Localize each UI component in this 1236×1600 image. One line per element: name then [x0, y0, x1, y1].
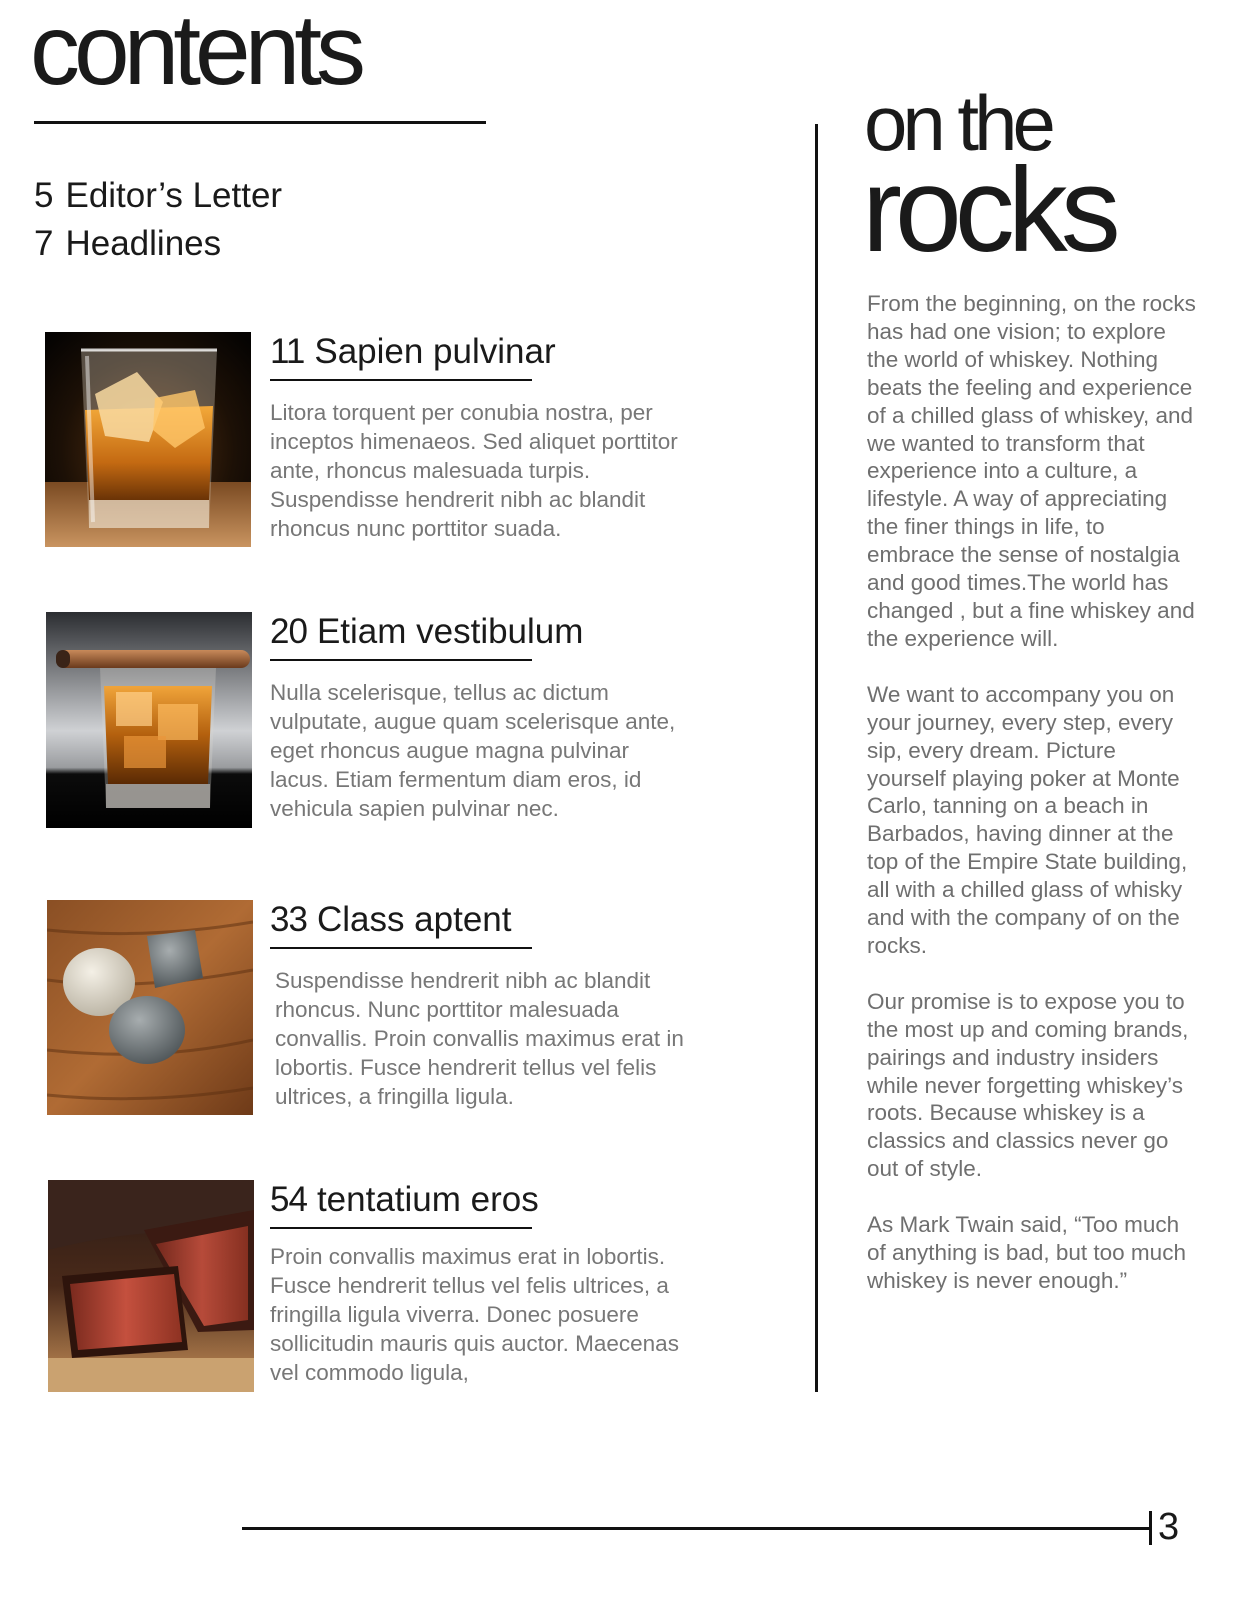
editorial-paragraph: From the beginning, on the rocks has had one vision; to explore the world of whiskey. Nothing beats the feeling and experience of a chilled glass of whiskey, and we wanted to transform that experience into a culture, a lifestyle. A way of appreciating the finer things in life, to embrace the sense of nostalgia and good times.The world has changed , but a fine whiskey and the experience will. [867, 291, 1196, 651]
article-heading[interactable] [270, 612, 583, 652]
whiskey-glass-image [45, 332, 251, 547]
article-summary: Litora torquent per conubia nostra, per inceptos himenaeos. Sed aliquet porttitor ante, rhoncus malesuada turpis. Suspendisse hendrerit nibh ac blandit rhoncus nunc porttitor suada. [270, 400, 678, 541]
toc-label: Editor’s Letter [65, 176, 283, 215]
toc-entry-editors-letter[interactable] [34, 172, 282, 220]
footer-tick [1149, 1511, 1152, 1545]
article-entry[interactable] [44, 612, 684, 832]
column-divider [815, 124, 818, 1392]
article-heading[interactable] [270, 332, 556, 372]
toc-page-number: 7 [34, 224, 54, 263]
contents-title: contents [30, 0, 361, 106]
article-summary: Proin convallis maximus erat in lobortis. Fusce hendrerit tellus vel felis ultrices, a fringilla ligula viverra. Donec posuere sollicitudin mauris quis auctor. Maecenas vel commodo ligula, [270, 1244, 679, 1385]
toc-page-number: 5 [34, 176, 54, 215]
article-title: Etiam vestibulum [316, 612, 584, 651]
editorial-paragraph: As Mark Twain said, “Too much of anything is bad, but too much whiskey is never enough.” [867, 1212, 1186, 1293]
steak-image [48, 1180, 254, 1392]
whiskey-cigar-image [46, 612, 252, 828]
editorial-paragraph: We want to accompany you on your journey, every step, every sip, every dream. Picture yourself playing poker at Monte Carlo, tanning on a beach in Barbados, having dinner at the top of the Empire State building, all with a chilled glass of whisky and with the company of on the rocks. [867, 681, 1188, 958]
article-heading-rule [270, 947, 532, 949]
article-entry[interactable] [44, 900, 684, 1120]
masthead-line-1: on the [864, 79, 1051, 167]
masthead-line-2: rocks [862, 143, 1114, 277]
toc-label: Headlines [65, 224, 222, 263]
article-title: tentatium eros [316, 1180, 539, 1219]
editorial-paragraph: Our promise is to expose you to the most up and coming brands, pairings and industry insiders while never forgetting whiskey’s roots. Because whiskey is a classics and classics never go out of style. [867, 988, 1189, 1182]
article-title: Sapien pulvinar [314, 332, 556, 371]
title-rule [34, 121, 486, 124]
article-title: Class aptent [316, 900, 512, 939]
page-number: 3 [1158, 1506, 1180, 1548]
article-heading-rule [270, 1227, 532, 1229]
article-page-number: 33 [270, 900, 307, 939]
article-heading[interactable] [270, 1180, 539, 1220]
article-page-number: 54 [270, 1180, 307, 1219]
article-entry[interactable] [44, 1180, 684, 1400]
article-page-number: 20 [270, 612, 307, 651]
article-heading[interactable] [270, 900, 512, 940]
article-entry[interactable] [44, 332, 684, 552]
article-summary: Nulla scelerisque, tellus ac dictum vulputate, augue quam scelerisque ante, eget rhoncus augue magna pulvinar lacus. Etiam fermentum diam eros, id vehicula sapien pulvinar nec. [270, 680, 676, 821]
article-page-number: 11 [270, 332, 305, 371]
article-heading-rule [270, 379, 532, 381]
toc-entry-headlines[interactable] [34, 220, 282, 268]
footer-rule [242, 1527, 1150, 1530]
article-heading-rule [270, 659, 532, 661]
editorial-column [867, 290, 1197, 1323]
whiskey-stones-image [47, 900, 253, 1115]
article-summary: Suspendisse hendrerit nibh ac blandit rhoncus. Nunc porttitor malesuada convallis. Proin convallis maximus erat in lobortis. Fusce hendrerit tellus vel felis ultrices, a fringilla ligula. [275, 968, 684, 1109]
toc-list [34, 172, 282, 268]
